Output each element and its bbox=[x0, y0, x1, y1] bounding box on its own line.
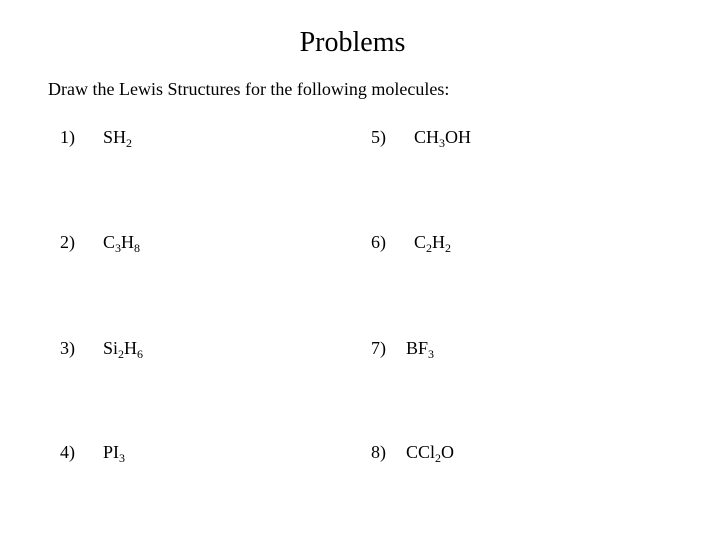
formula-element: PI bbox=[103, 442, 120, 462]
formula-subscript: 8 bbox=[134, 241, 141, 255]
problem-number-3: 3) bbox=[60, 338, 75, 358]
formula-subscript: 2 bbox=[126, 136, 133, 150]
formula-3 bbox=[103, 337, 143, 359]
formula-4 bbox=[103, 441, 125, 463]
formula-subscript: 2 bbox=[435, 451, 442, 465]
formula-1 bbox=[103, 126, 132, 148]
formula-subscript: 3 bbox=[428, 347, 435, 361]
formula-subscript: 6 bbox=[137, 347, 144, 361]
formula-element: BF bbox=[406, 338, 429, 358]
formula-element: SH bbox=[103, 127, 127, 147]
formula-element: C bbox=[414, 232, 427, 252]
formula-8 bbox=[406, 441, 454, 463]
formula-2 bbox=[103, 231, 140, 253]
formula-element: O bbox=[441, 442, 455, 462]
formula-element: H bbox=[124, 338, 138, 358]
problem-number-6: 6) bbox=[371, 232, 386, 252]
formula-subscript: 2 bbox=[426, 241, 433, 255]
formula-element: CH bbox=[414, 127, 440, 147]
formula-5 bbox=[414, 126, 471, 148]
formula-element: CCl bbox=[406, 442, 436, 462]
problem-number-7: 7) bbox=[371, 338, 386, 358]
formula-subscript: 3 bbox=[115, 241, 122, 255]
formula-subscript: 3 bbox=[119, 451, 126, 465]
problem-number-2: 2) bbox=[60, 232, 75, 252]
formula-element: H bbox=[432, 232, 446, 252]
problem-number-1: 1) bbox=[60, 127, 75, 147]
formula-7 bbox=[406, 337, 434, 359]
formula-element: Si bbox=[103, 338, 119, 358]
formula-subscript: 2 bbox=[445, 241, 452, 255]
formula-6 bbox=[414, 231, 451, 253]
problem-number-8: 8) bbox=[371, 442, 386, 462]
problem-number-4: 4) bbox=[60, 442, 75, 462]
formula-subscript: 2 bbox=[118, 347, 125, 361]
formula-element: OH bbox=[445, 127, 472, 147]
formula-element: H bbox=[121, 232, 135, 252]
problem-number-5: 5) bbox=[371, 127, 386, 147]
instructions: Draw the Lewis Structures for the following molecules: bbox=[48, 79, 450, 99]
page-title: Problems bbox=[299, 27, 406, 58]
formula-subscript: 3 bbox=[439, 136, 446, 150]
formula-element: C bbox=[103, 232, 116, 252]
